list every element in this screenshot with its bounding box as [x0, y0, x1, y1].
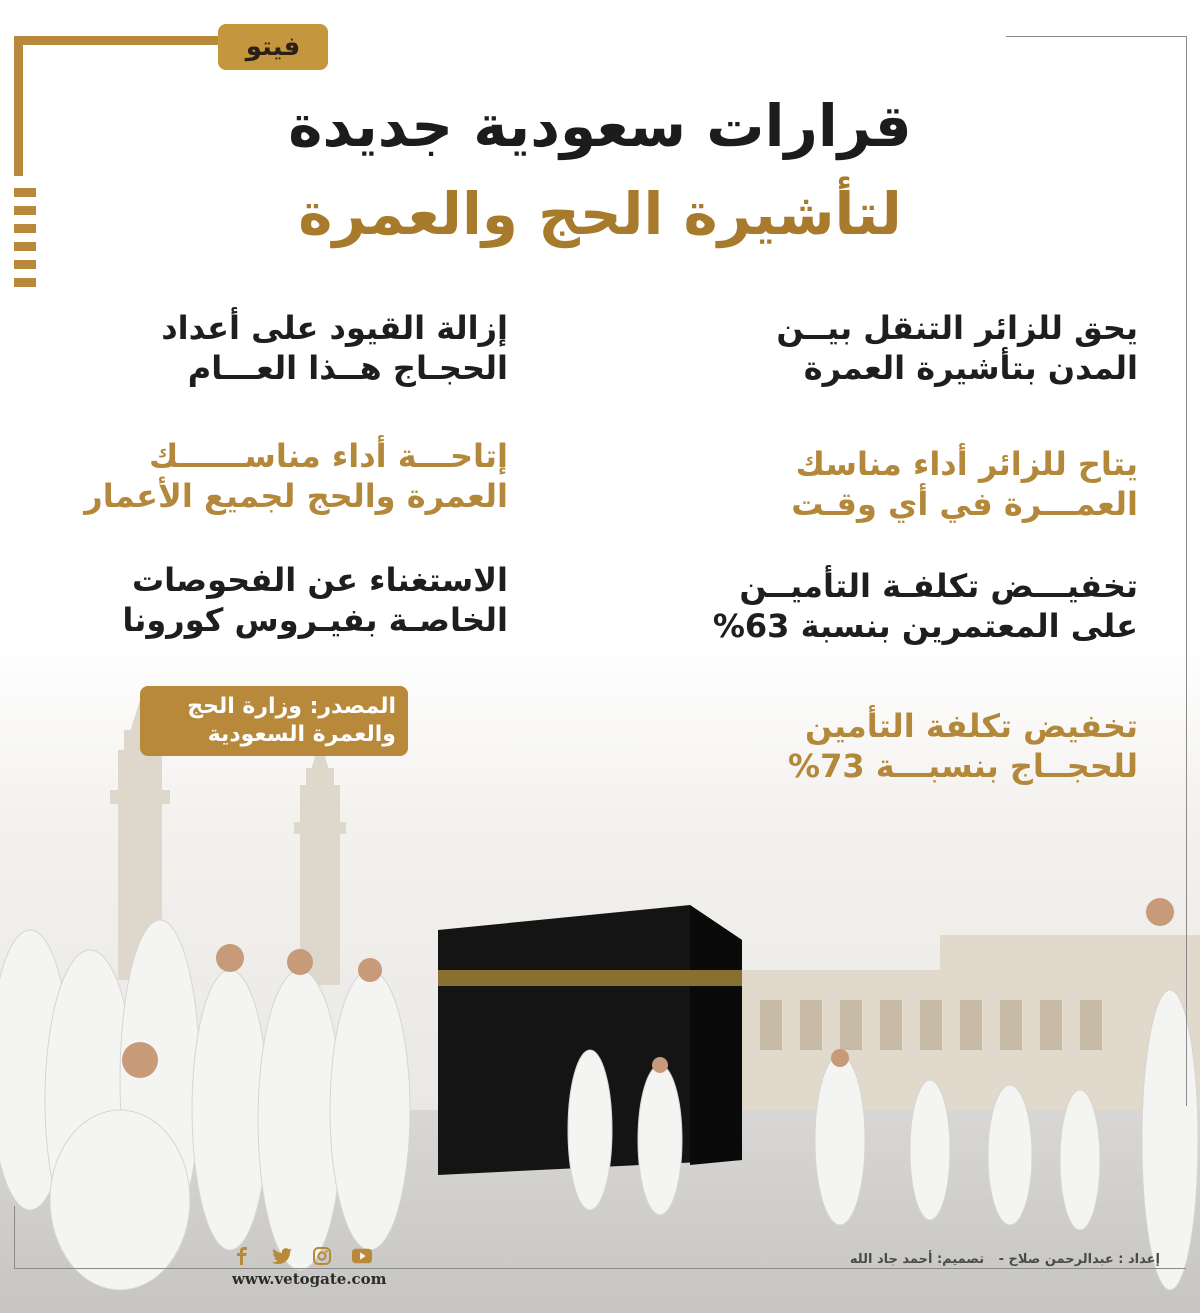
point-line: للحجــاج بنسبـــة 73%	[788, 747, 1138, 785]
frame-right-top-line	[1006, 36, 1186, 37]
social-links	[232, 1246, 372, 1266]
source-badge	[140, 686, 408, 756]
point-line: المدن بتأشيرة العمرة	[803, 349, 1138, 387]
point-no-covid-tests	[28, 560, 508, 640]
page-title: قرارات سعودية جديدة	[288, 92, 912, 160]
source-line: المصدر: وزارة الحج	[187, 694, 396, 719]
frame-dash	[14, 278, 36, 287]
point-line: الخاصـة بفيـروس كورونا	[122, 601, 508, 639]
point-hajj-insurance-cut	[658, 706, 1138, 786]
point-line: العمرة والحج لجميع الأعمار	[84, 477, 508, 515]
point-line: يتاح للزائر أداء مناسك	[795, 445, 1138, 483]
source-line: والعمرة السعودية	[207, 722, 396, 747]
point-remove-hajj-limits	[28, 308, 508, 388]
credits	[840, 1252, 1160, 1267]
frame-bottom-line	[14, 1268, 1186, 1269]
facebook-icon[interactable]	[232, 1246, 252, 1266]
point-line: يحق للزائر التنقل بيــن	[776, 309, 1138, 347]
point-line: على المعتمرين بنسبة 63%	[712, 607, 1138, 645]
point-line: إتاحـــة أداء مناســــــك	[148, 437, 508, 475]
point-umrah-insurance-cut	[658, 566, 1138, 646]
designed-by: تصميم: أحمد جاد الله	[849, 1252, 985, 1267]
point-line: تخفيض تكلفة التأمين	[805, 707, 1138, 745]
point-line: الحجـاج هــذا العـــام	[187, 349, 508, 387]
point-line: العمـــرة في أي وقـت	[791, 485, 1138, 523]
frame-bottom-left-line	[14, 1206, 15, 1268]
twitter-icon[interactable]	[272, 1246, 292, 1266]
point-all-ages	[28, 436, 508, 516]
youtube-icon[interactable]	[352, 1246, 372, 1266]
frame-top-bar	[14, 36, 226, 45]
point-travel-between-cities	[658, 308, 1138, 388]
instagram-icon[interactable]	[312, 1246, 332, 1266]
page-subtitle: لتأشيرة الحج والعمرة	[298, 180, 902, 248]
prepared-by: إعداد : عبدالرحمن صلاح -	[998, 1252, 1160, 1267]
point-line: تخفيـــض تكلفـة التأميــن	[739, 567, 1138, 605]
point-line: الاستغناء عن الفحوصات	[132, 561, 508, 599]
point-umrah-anytime	[658, 444, 1138, 524]
frame-dash	[14, 260, 36, 269]
point-line: إزالة القيود على أعداد	[161, 309, 508, 347]
website-url[interactable]: www.vetogate.com	[232, 1270, 387, 1288]
veto-logo[interactable]: فيتو	[218, 24, 328, 70]
